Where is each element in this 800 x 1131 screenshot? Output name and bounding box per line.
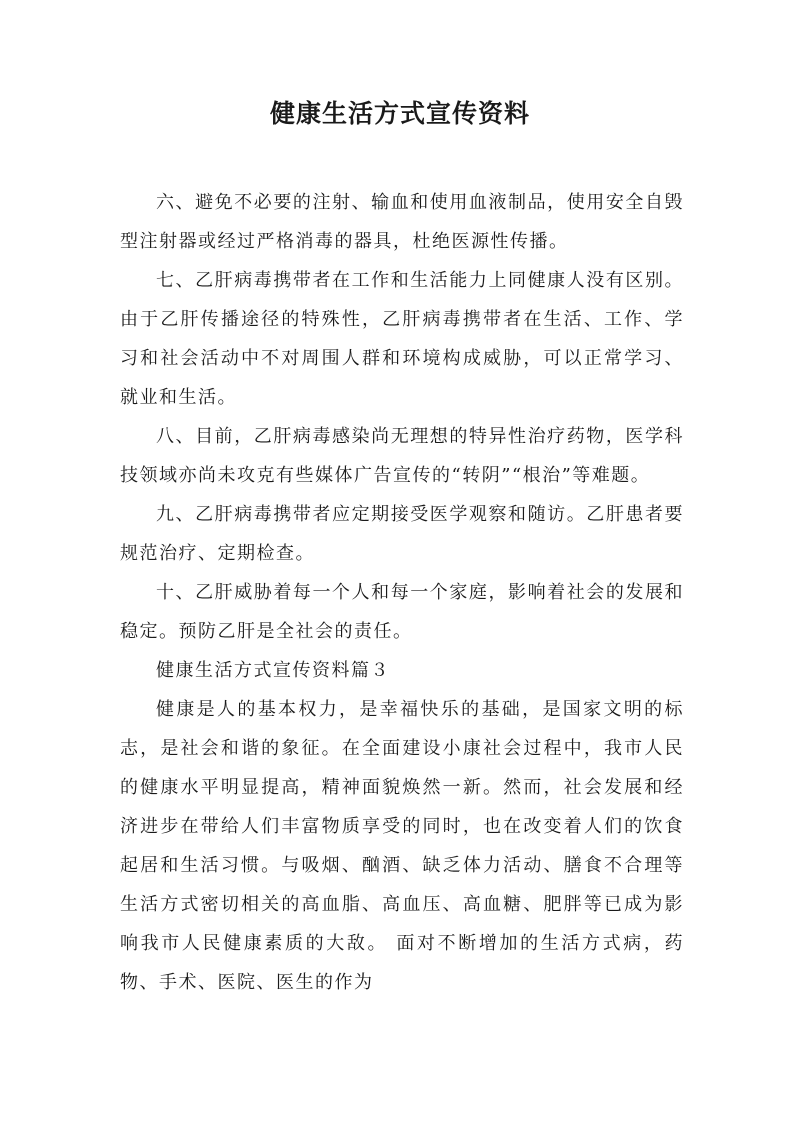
paragraph-health-intro: 健康是人的基本权力，是幸福快乐的基础，是国家文明的标志，是社会和谐的象征。在全面建设小康社会过程中，我市人民的健康水平明显提高，精神面貌焕然一新。然而，社会发展和经济进步在带给人们丰富物质享受的同时，也在改变着人们的饮食起居和生活习惯。与吸烟、酗酒、缺乏体力活动、膳食不合理等生活方式密切相关的高血脂、高血压、高血糖、肥胖等已成为影响我市人民健康素质的大敌。 面对不断增加的生活方式病，药物、手术、医院、医生的作为 xyxy=(120,699,684,993)
paragraph-item-6: 六、避免不必要的注射、输血和使用血液制品，使用安全自毁型注射器或经过严格消毒的器具，杜绝医源性传播。 xyxy=(120,192,684,252)
paragraph-item-9: 九、乙肝病毒携带者应定期接受医学观察和随访。乙肝患者要规范治疗、定期检查。 xyxy=(120,504,684,564)
paragraph-item-10: 十、乙肝威胁着每一个人和每一个家庭，影响着社会的发展和稳定。预防乙肝是全社会的责任。 xyxy=(120,582,684,642)
paragraph-item-8: 八、目前，乙肝病毒感染尚无理想的特异性治疗药物，医学科技领域亦尚未攻克有些媒体广告宣传的“转阴”“根治”等难题。 xyxy=(120,426,684,486)
paragraph-item-7: 七、乙肝病毒携带者在工作和生活能力上同健康人没有区别。由于乙肝传播途径的特殊性，乙肝病毒携带者在生活、工作、学习和社会活动中不对周围人群和环境构成威胁，可以正常学习、就业和生活。 xyxy=(120,270,684,408)
document-body xyxy=(120,183,684,1002)
document-title: 健康生活方式宣传资料 xyxy=(269,99,530,128)
section-heading: 健康生活方式宣传资料篇３ xyxy=(156,660,390,681)
